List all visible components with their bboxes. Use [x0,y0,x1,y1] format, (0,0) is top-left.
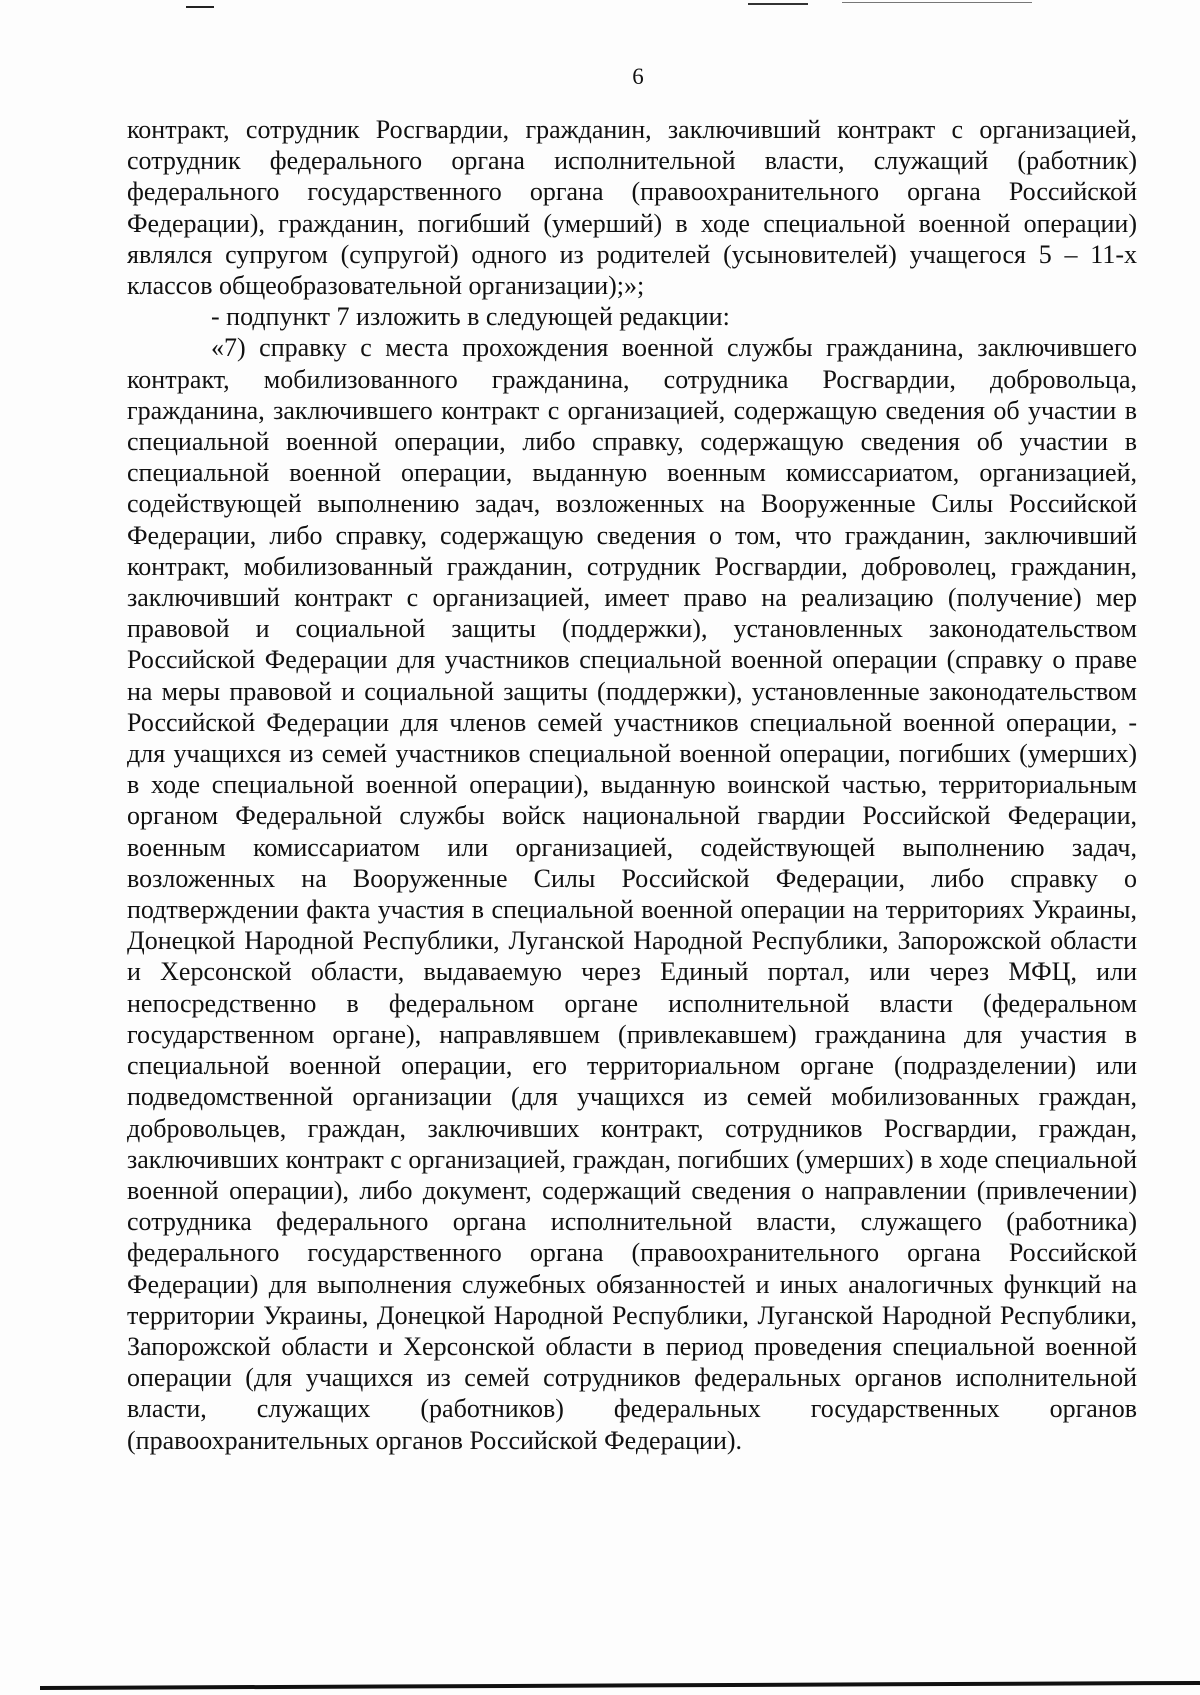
paragraph-continuation: контракт, сотрудник Росгвардии, гражданин, заключивший контракт с организацией, сотрудник федерального органа исполнительной власти, служащий (работник) федерального государственного органа (правоохранительного органа Российской Федерации), гражданин, погибший (умерший) в ходе специальной военной операции) являлся супругом (супругой) одного из родителей (усыновителей) учащегося 5 – 11-х классов общеобразовательной организации);»; [127,115,1137,301]
scan-artifact-mark [748,3,808,5]
paragraph-subpoint-instruction: - подпункт 7 изложить в следующей редакции: [211,302,730,332]
paragraph-subpoint-7: «7) справку с места прохождения военной службы гражданина, заключившего контракт, мобилизованного гражданина, сотрудника Росгвардии, добровольца, гражданина, заключившего контракт с организацией, содержащую сведения об участии в специальной военной операции, либо справку, содержащую сведения об участии в специальной военной операции, выданную военным комиссариатом, организацией, содействующей выполнению задач, возложенных на Вооруженные Силы Российской Федерации, либо справку, содержащую сведения о том, что гражданин, заключивший контракт, мобилизованный гражданин, сотрудник Росгвардии, доброволец, гражданин, заключивший контракт с организацией, имеет право на реализацию (получение) мер правовой и социальной защиты (поддержки), установленных законодательством Российской Федерации для участников специальной военной операции (справку о праве на меры правовой и социальной защиты (поддержки), установленные законодательством Российской Федерации для членов семей участников специальной военной операции, - для учащихся из семей участников специальной военной операции, погибших (умерших) в ходе специальной военной операции), выданную воинской частью, территориальным органом Федеральной службы войск национальной гвардии Российской Федерации, военным комиссариатом или организацией, содействующей выполнению задач, возложенных на Вооруженные Силы Российской Федерации, либо справку о подтверждении факта участия в специальной военной операции на территориях Украины, Донецкой Народной Республики, Луганской Народной Республики, Запорожской области и Херсонской области, выдаваемую через Единый портал, или через МФЦ, или непосредственно в федеральном органе исполнительной власти (федеральном государственном органе), направлявшем (привлекавшем) гражданина для участия в специальной военной операции, его территориальном органе (подразделении) или подведомственной организации (для учащихся из семей мобилизованных граждан, добровольцев, граждан, заключивших контракт, сотрудников Росгвардии, граждан, заключивших контракт с организацией, граждан, погибших (умерших) в ходе специальной военной операции), либо документ, содержащий сведения о направлении (привлечении) сотрудника федерального органа исполнительной власти, служащего (работника) федерального государственного органа (правоохранительного органа Российской Федерации) для выполнения служебных обязанностей и иных аналогичных функций на территории Украины, Донецкой Народной Республики, Луганской Народной Республики, Запорожской области и Херсонской области в период проведения специальной военной операции (для учащихся из семей сотрудников федеральных органов исполнительной власти, служащих (работников) федеральных государственных органов (правоохранительных органов Российской Федерации). [127,333,1137,1455]
document-body [127,114,1137,1456]
scan-artifact-mark [842,2,1032,3]
page-number: 6 [632,64,644,89]
scan-artifact-mark [186,6,214,8]
scan-page-edge [40,1681,1200,1690]
